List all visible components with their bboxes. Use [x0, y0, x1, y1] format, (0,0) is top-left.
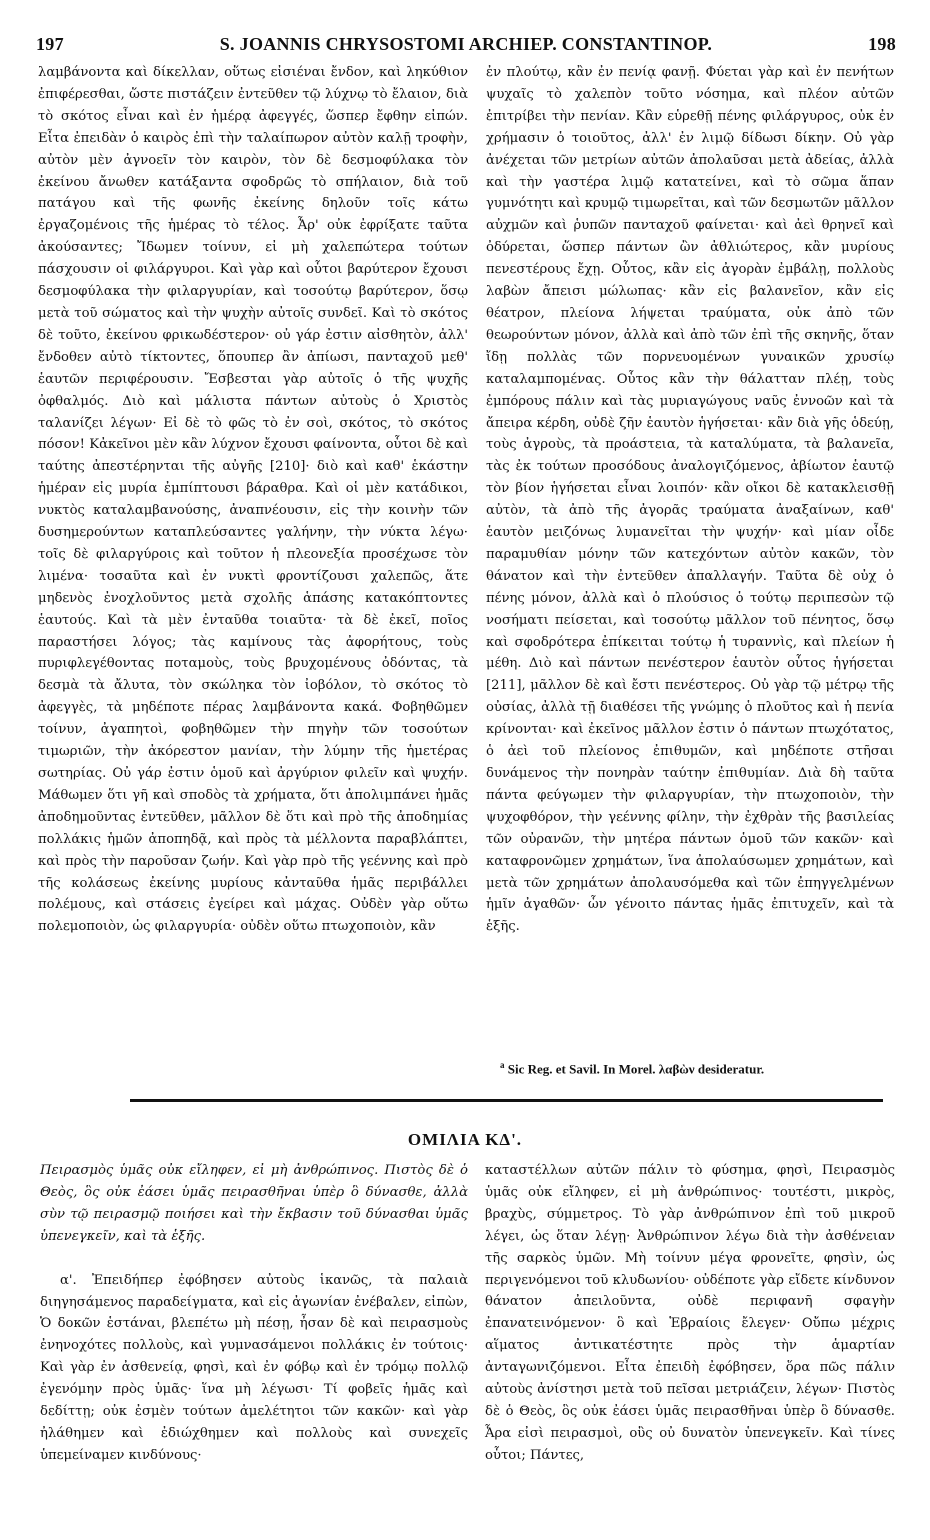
- paragraph: ἐν πλούτῳ, κἂν ἐν πενίᾳ φανῇ. Φύεται γὰρ καὶ ἐν πενήτων ψυχαῖς τὸ χαλεπὸν τοῦτο νόσημα, καὶ πλέον αὐτῶν ἐπιτρίβει τὴν πενίαν. Κἂν εὑρεθῇ πένης φιλάργυρος, οὐκ ἐν χρήμασιν ὁ τοιοῦτος, ἀλλ' ἐν λιμῷ δίδωσι δίκην. Οὐ γὰρ ἀνέχεται τῶν μετρίων αὐτῶν ἀπολαῦσαι μετὰ ἀδείας, ἀλλὰ καὶ τὴν γαστέρα λιμῷ κατατείνει, καὶ τὸ σῶμα ἅπαν γυμνότητι καὶ κρυμῷ τιμωρεῖται, καὶ τῶν δεσμωτῶν μᾶλλον αὐχμῶν καὶ ῥυπῶν πανταχοῦ φαίνεται· καὶ ἀεὶ θρηνεῖ καὶ ὀδύρεται, ὥσπερ πάντων ὢν ἀθλιώτερος, κἂν μυρίους πενεστέρους ἔχῃ. Οὗτος, κἂν εἰς ἀγορὰν ἐμβάλῃ, πολλοὺς λαβὼν ἄπεισι μώλωπας· κἂν εἰς βαλανεῖον, κἂν εἰς θέατρον, πλείονα λήψεται τραύματα, οὐκ ἀπὸ τῶν θεωρούντων μόνον, ἀλλὰ καὶ ἀπὸ τῶν ἐπὶ τῆς σκηνῆς, ὅταν ἴδῃ πολλὰς τῶν πορνευομένων γυναικῶν χρυσίῳ καταλαμπομένας. Οὗτος κἂν τὴν θάλατταν πλέῃ, τοὺς ἐμπόρους πάλιν καὶ τὰς μυριαγώγους ναῦς ἐννοῶν καὶ τὰ ἄπειρα κέρδη, οὐδὲ ζῆν ἑαυτὸν ἡγήσεται· κἂν διὰ γῆς ὁδεύῃ, τοὺς ἀγροὺς, τὰ προάστεια, τὰ καταλύματα, τὰ βαλανεῖα, τὰς ἐκ τούτων προσόδους ἀναλογιζόμενος, ἀβίωτον ἑαυτῷ τὸν βίον ἡγήσεται εἶναι λοιπόν· κἂν οἴκοι δὲ κατακλεισθῇ αὐτὸν, τὰ ἀπὸ τῆς ἀγορᾶς τραύματα ἀναξαίνων, καθ' ἑαυτὸν μειζόνως λυμανεῖται τὴν ψυχήν· καὶ μίαν οἶδε παραμυθίαν μόνην τῶν κατεχόντων αὐτὸν κακῶν, τὸν θάνατον καὶ τὴν ἐντεῦθεν ἀπαλλαγήν. Ταῦτα δὲ οὐχ ὁ πένης μόνον, ἀλλὰ καὶ ὁ πλούσιος ὁ τούτῳ περιπεσὼν τῷ νοσήματι πείσεται, καὶ τοσούτῳ μᾶλλον τοῦ πένητος, ὅσῳ καὶ σφοδρότερα ἐπίκειται τούτῳ ἡ τυραννὶς, καὶ πλείων ἡ μέθη. Διὸ καὶ πάντων πενέστερον ἑαυτὸν οὗτος ἡγήσεται [211], μᾶλλον δὲ καὶ ἔστι πενέστερος. Οὐ γὰρ τῷ μέτρῳ τῆς οὐσίας, ἀλλὰ τῇ διαθέσει τῆς γνώμης ὁ πλοῦτος καὶ ἡ πενία κρίνονται· καὶ ἐκεῖνος μᾶλλον ἐστιν ὁ πάντων πτωχότατος, ὁ ἀεὶ τοῦ πλείονος ἐπιθυμῶν, καὶ μηδέποτε στῆσαι δυνάμενος τὴν πονηρὰν ταύτην ἐπιθυμίαν. Διὰ δὴ ταῦτα πάντα φεύγωμεν τὴν φιλαργυρίαν, τὴν πτωχοποιὸν, τὴν ψυχοφθόρον, τὴν γεέννης φίλην, τὴν ἐχθρὰν τῆς βασιλείας τῶν οὐρανῶν, τὴν μητέρα πάντων ὁμοῦ τῶν κακῶν· καὶ καταφρονῶμεν χρημάτων, ἵνα ἀπολαύσωμεν χρημάτων, καὶ μετὰ τῶν χρημάτων ἀπολαυσόμεθα καὶ τῶν ἐπηγγελμένων ἡμῖν ἀγαθῶν· ὧν γένοιτο πάντας ἡμᾶς ἐπιτυχεῖν, καὶ τὰ ἑξῆς.: [486, 65, 894, 935]
- epigraph: Πειρασμὸς ὑμᾶς οὐκ εἴληφεν, εἰ μὴ ἀνθρώπινος. Πιστὸς δὲ ὁ Θεὸς, ὃς οὐκ ἐάσει ὑμᾶς πειρασθῆναι ὑπὲρ ὃ δύνασθε, ἀλλὰ σὺν τῷ πειρασμῷ ποιήσει καὶ τὴν ἔκβασιν τοῦ δύνασθαι ὑμᾶς ὑπενεγκεῖν, καὶ τὰ ἑξῆς.: [40, 1163, 468, 1244]
- paragraph: λαμβάνοντα καὶ δίκελλαν, οὕτως εἰσιέναι ἔνδον, καὶ ληκύθιον ἐπιφέρεσθαι, ὥστε πιστάζειν ἐντεῦθεν τῷ λύχνῳ τὸ ἔλαιον, διὰ τὸ σκότος εἶναι καὶ ἐν ἡμέρᾳ ἀφεγγές, ὥσπερ ἔφθην εἰπών. Εἶτα ἐπειδὰν ὁ καιρὸς ἐπὶ τὴν ταλαίπωρον αὐτὸν καλῇ τροφὴν, αὐτὸν μὲν ἀγνοεῖν τὸν καιρὸν, τὸν δὲ δεσμοφύλακα τὸν ἐκείνου ἄνωθεν κατάξαντα σφοδρῶς τὸ σπήλαιον, διὰ τοῦ πατάγου καὶ τῆς φωνῆς ἐκείνης δηλοῦν τοῖς κάτω ἐργαζομένοις τῆς ἡμέρας τὸ τέλος. Ἆρ' οὐκ ἐφρίξατε ταῦτα ἀκούσαντες; Ἴδωμεν τοίνυν, εἰ μὴ χαλεπώτερα τούτων πάσχουσιν οἱ φιλάργυροι. Καὶ γὰρ καὶ οὗτοι βαρύτερον ἔχουσι δεσμοφύλακα τὴν φιλαργυρίαν, καὶ τοσούτῳ βαρύτερον, ὅσῳ μετὰ τοῦ σώματος καὶ τὴν ψυχὴν αὐτοῖς συνδεῖ. Καὶ τὸ σκότος δὲ τοῦτο, ἐκείνου φρικωδέστερον· οὐ γάρ ἐστιν αἰσθητὸν, ἀλλ' ἔνδοθεν αὐτὸ τίκτοντες, ὅπουπερ ἂν ἀπίωσι, πανταχοῦ μεθ' ἑαυτῶν περιφέρουσιν. Ἔσβεσται γὰρ αὐτοῖς ὁ τῆς ψυχῆς ὀφθαλμός. Διὸ καὶ μάλιστα πάντων αὐτοὺς ὁ Χριστὸς ταλανίζει λέγων· Εἰ δὲ τὸ φῶς τὸ ἐν σοὶ, σκότος, τὸ σκότος πόσον! Κἀκεῖνοι μὲν κἂν λύχνον ἔχουσι φαίνοντα, οὗτοι δὲ καὶ ταύτης ἀπεστέρηνται τῆς αὐγῆς [210]· διὸ καὶ καθ' ἑκάστην ἡμέραν εἰς μυρία ἐμπίπτουσι βάραθρα. Καὶ οἱ μὲν κατάδικοι, νυκτὸς καταλαμβανούσης, ἀναπνέουσιν, εἰς τὴν κοινὴν τῶν δυσημερούντων καταπλεύσαντες γαλήνην, τὴν νύκτα λέγω· τοῖς δὲ φιλαργύροις καὶ τοῦτον ἡ πλεονεξία προσέχωσε τὸν λιμένα· τοσαῦτα καὶ ἐν νυκτὶ φροντίζουσι χαλεπῶς, ἅτε μηδενὸς ἐνοχλοῦντος μετὰ σχολῆς ἁπάσης κατακόπτοντες ἑαυτούς. Καὶ τὰ μὲν ἐνταῦθα τοιαῦτα· τὰ δὲ ἐκεῖ, ποῖος παραστήσει λόγος; τὰς καμίνους τὰς ἀφορήτους, τοὺς πυριφλεγέθοντας ποταμοὺς, τοὺς βρυχομένους ὀδόντας, τὰ δεσμὰ τὰ ἄλυτα, τὸν σκώληκα τὸν ἰοβόλον, τὸ σκότος τὸ ἀφεγγὲς, τὰ μηδέποτε πέρας λαμβάνοντα κακά. Φοβηθῶμεν τοίνυν, ἀγαπητοὶ, φοβηθῶμεν τὴν πηγὴν τῶν τοσούτων τιμωριῶν, τὴν ἀκόρεστον μανίαν, τὴν λύμην τῆς ἡμετέρας σωτηρίας. Οὐ γάρ ἐστιν ὁμοῦ καὶ ἀργύριον φιλεῖν καὶ ψυχήν. Μάθωμεν ὅτι γῆ καὶ σποδὸς τὰ χρήματα, ὅτι ἀπολιμπάνει ἡμᾶς ἀποδημοῦντας ἐντεῦθεν, μᾶλλον δὲ ὅτι καὶ πρὸ τῆς ἀποδημίας πολλάκις ἡμῶν ἀποπηδᾷ, καὶ πρὸς τὰ μέλλοντα παραβλάπτει, καὶ πρὸς τὴν παροῦσαν ζωήν. Καὶ γὰρ πρὸ τῆς γεέννης καὶ πρὸ τῆς κολάσεως ἐκείνης μυρίους κἀνταῦθα ἡμᾶς περιβάλλει πολέμους, καὶ στάσεις ἐγείρει καὶ μάχας. Οὐδὲν γὰρ οὕτω πολεμοποιὸν, ὡς φιλαργυρία· οὐδὲν οὕτω πτωχοποιὸν, κἂν: [38, 65, 468, 935]
- running-header: [36, 34, 896, 58]
- page-number-right: 198: [868, 34, 896, 54]
- homily-title: ΟΜΙΛΙΑ ΚΔ'.: [407, 1130, 523, 1149]
- paragraph: α'. Ἐπειδήπερ ἐφόβησεν αὐτοὺς ἱκανῶς, τὰ παλαιὰ διηγησάμενος παραδείγματα, καὶ εἰς ἀγωνίαν ἐνέβαλεν, εἰπὼν, Ὁ δοκῶν ἑστάναι, βλεπέτω μὴ πέσῃ, ἦσαν δὲ καὶ πειρασμοὺς ἐνηνοχότες πολλοὺς, καὶ γυμνασάμενοι πολλάκις ἐν τούτοις· Καὶ γὰρ ἐν ἀσθενείᾳ, φησὶ, καὶ ἐν φόβῳ καὶ ἐν τρόμῳ πολλῷ ἐγενόμην πρὸς ὑμᾶς· ἵνα μὴ λέγωσι· Τί φοβεῖς ἡμᾶς καὶ δεδίττῃ; οὐκ ἐσμὲν τούτων ἀμελέτητοι τῶν κακῶν· καὶ γὰρ ἠλάθημεν καὶ ἐδιώχθημεν καὶ πολλοὺς καὶ συνεχεῖς ὑπεμείναμεν κινδύνους·: [40, 1272, 468, 1463]
- footnote-mark: a: [500, 1060, 505, 1070]
- page-number-left: 197: [36, 34, 64, 54]
- text-column-left-bottom: [40, 1160, 468, 1467]
- spacer: [40, 1248, 468, 1270]
- footnote-text: Sic Reg. et Savil. In Morel. λαβὼν desideratur.: [507, 1061, 765, 1077]
- paragraph: καταστέλλων αὐτῶν πάλιν τὸ φύσημα, φησὶ, Πειρασμὸς ὑμᾶς οὐκ εἴληφεν, εἰ μὴ ἀνθρώπινος· τουτέστι, μικρὸς, βραχὺς, σύμμετρος. Τὸ γὰρ ἀνθρώπινον ἐπὶ τοῦ μικροῦ λέγει, ὡς ὅταν λέγῃ· Ἀνθρώπινον λέγω διὰ τὴν ἀσθένειαν τῆς σαρκὸς ὑμῶν. Μὴ τοίνυν μέγα φρονεῖτε, φησὶν, ὡς περιγενόμενοι τοῦ κλυδωνίου· οὐδέποτε γὰρ εἴδετε κίνδυνον θάνατον ἀπειλοῦντα, οὐδὲ περιφανῆ σφαγὴν ἐπανατεινόμενον· ὃ καὶ Ἑβραίοις ἔλεγεν· Οὔπω μέχρις αἵματος ἀντικατέστητε πρὸς τὴν ἁμαρτίαν ἀνταγωνιζόμενοι. Εἶτα ἐπειδὴ ἐφόβησεν, ὅρα πῶς πάλιν αὐτοὺς ἀνίστησι μετὰ τοῦ πεῖσαι μετριάζειν, λέγων· Πιστὸς δὲ ὁ Θεὸς, ὃς οὐκ ἐάσει ὑμᾶς πειρασθῆναι ὑπὲρ ὃ δύνασθε. Ἆρα εἰσὶ πειρασμοὶ, οὓς οὐ δυνατὸν ὑπενεγκεῖν. Καὶ τίνες οὗτοι; Πάντες,: [485, 1163, 895, 1463]
- text-column-left-top: [38, 62, 468, 938]
- section-divider: [130, 1099, 883, 1102]
- text-column-right-bottom: [485, 1160, 895, 1467]
- running-title: S. JOANNIS CHRYSOSTOMI ARCHIEP. CONSTANTINOP.: [219, 34, 713, 54]
- footnote: [500, 1060, 764, 1077]
- text-column-right-top: [486, 62, 894, 938]
